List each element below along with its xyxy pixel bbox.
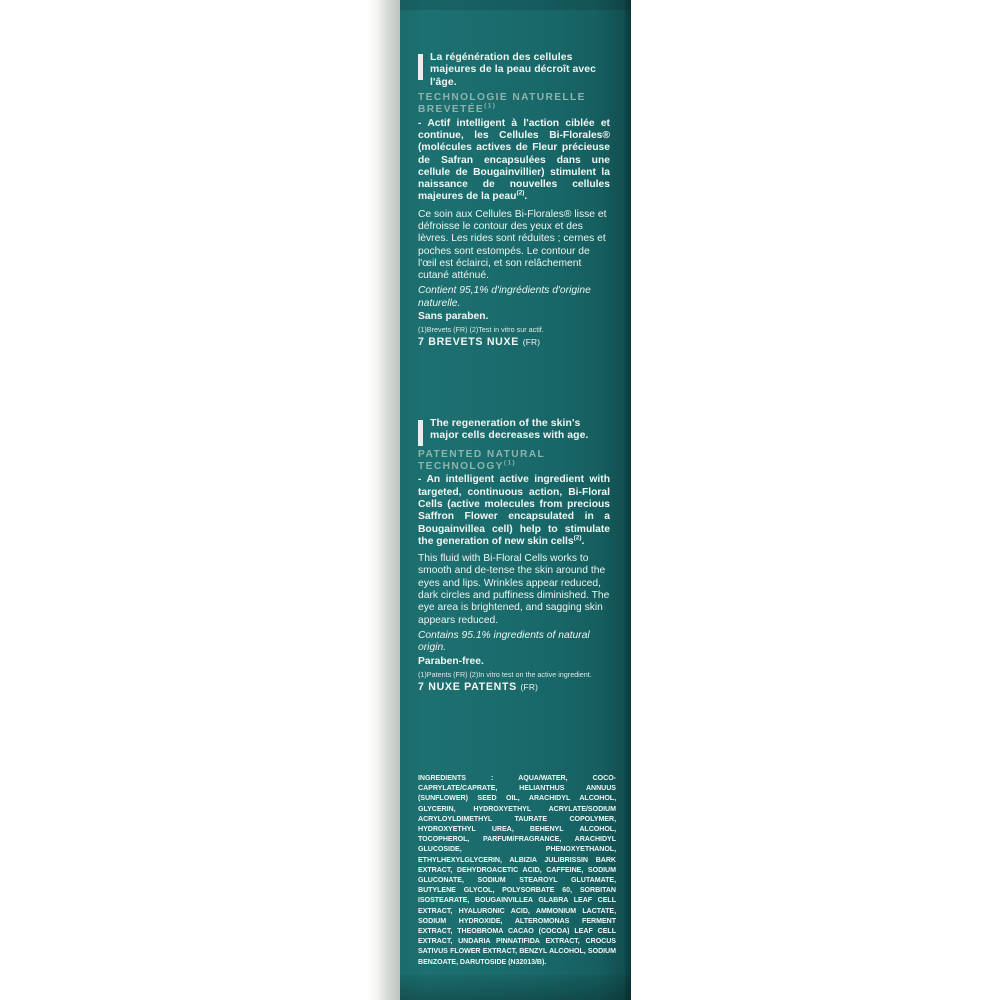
french-paragraph-1-sup: (2) <box>516 189 525 197</box>
accent-bar-icon <box>418 420 423 446</box>
french-paragraph-2: Ce soin aux Cellules Bi-Florales® lisse et défroisse le contour des yeux et des lèvres. Les rides sont réduites ; cernes et poches sont estompés. Le contour de l'œil est éclairci, et son relâchement cutané atténué. <box>418 208 607 282</box>
english-paragraph-2: This fluid with Bi-Floral Cells works to smooth and de-tense the skin around the eyes and lips. Wrinkles appear reduced, dark circles and puffiness diminished. The eye area is brightened, and sagging skin appears reduced. <box>418 553 610 626</box>
french-patents-label: 7 BREVETS NUXE <box>418 336 520 349</box>
french-lead-row <box>418 52 610 89</box>
french-lead-text: La régénération des cellules majeures de la peau décroît avec l'âge. <box>430 52 597 88</box>
english-paragraph-1: - An intelligent active ingredient with targeted, continuous action, Bi-Floral Cells (active molecules from precious Saffron Flower encapsulated in a Bougainvillea cell) help to stimulate the generation of new skin cells$^{(2)}$. <box>418 474 610 547</box>
english-heading-text: PATENTED NATURAL TECHNOLOGY <box>418 449 545 473</box>
english-patents-line <box>418 681 610 693</box>
english-lead-text: The regeneration of the skin's major cells decreases with age. <box>430 418 589 442</box>
accent-bar-icon <box>418 54 423 80</box>
english-heading-sup: (1) <box>503 459 517 467</box>
french-paragraph-1: - Actif intelligent à l'action ciblée et continue, les Cellules Bi-Florales® (molécules actives de Fleur précieuse de Safran encapsulées dans une cellule de Bougainvillier) stimulent la naissance de nouvelles cellules majeures de la peau$^{(2)}$. <box>418 117 610 203</box>
carton-front-face <box>400 0 625 1000</box>
carton-left-edge <box>378 0 400 1000</box>
english-lead-row <box>418 418 610 446</box>
english-footnote: (1)Patents (FR) (2)In vitro test on the active ingredient. <box>418 669 592 679</box>
french-italic-line: Contient 95,1% d'ingrédients d'origine naturelle. <box>418 285 591 309</box>
english-heading <box>418 449 610 473</box>
english-patents-label: 7 NUXE PATENTS <box>418 680 517 693</box>
french-patents-line <box>418 336 610 348</box>
french-heading <box>418 92 610 116</box>
french-footnote: (1)Brevets (FR) (2)Test in vitro sur actif. <box>418 325 544 335</box>
carton-printed-text <box>400 0 625 1000</box>
english-paragraph-1-text: - An intelligent active ingredient with targeted, continuous action, Bi-Floral Cells (active molecules from precious Saffron Flower encapsulated in a Bougainvillea cell) help to stimulate the generation of new skin cells <box>418 474 610 547</box>
english-italic-line: Contains 95.1% ingredients of natural origin. <box>418 629 590 654</box>
french-patents-country: (FR) <box>522 337 541 348</box>
english-paragraph-1-sup: (2) <box>573 534 582 542</box>
french-heading-sup: (1) <box>484 103 497 111</box>
english-patents-country: (FR) <box>520 681 539 692</box>
french-text-block <box>418 52 610 348</box>
ingredients-list: INGREDIENTS : AQUA/WATER, COCO-CAPRYLATE/CAPRATE, HELIANTHUS ANNUUS (SUNFLOWER) SEED OIL, ARACHIDYL ALCOHOL, GLYCERIN, HYDROXYETHYL ACRYLATE/SODIUM ACRYLOYLDIMETHYL TAURATE COPOLYMER, HYDROXYETHYL UREA, BEHENYL ALCOHOL, TOCOPHEROL, PARFUM/FRAGRANCE, ARACHIDYL GLUCOSIDE, PHENOXYETHANOL, ETHYLHEXYLGLYCERIN, ALBIZIA JULIBRISSIN BARK EXTRACT, DEHYDROACETIC ACID, CAFFEINE, SODIUM GLUCONATE, SODIUM STEAROYL GLUTAMATE, BUTYLENE GLYCOL, POLYSORBATE 60, SORBITAN ISOSTEARATE, BOUGAINVILLEA GLABRA LEAF CELL EXTRACT, HYALURONIC ACID, AMMONIUM LACTATE, SODIUM HYDROXIDE, ALTEROMONAS FERMENT EXTRACT, THEOBROMA CACAO (COCOA) LEAF CELL EXTRACT, UNDARIA PINNATIFIDA EXTRACT, CROCUS SATIVUS FLOWER EXTRACT, BENZYL ALCOHOL, SODIUM BENZOATE, DARUTOSIDE (N32013/B). <box>418 774 616 966</box>
french-paragraph-1-text: - Actif intelligent à l'action ciblée et continue, les Cellules Bi-Florales® (molécules actives de Fleur précieuse de Safran encapsulées dans une cellule de Bougainvillier) stimulent la naissance de nouvelles cellules majeures de la peau <box>418 117 610 203</box>
french-paraben-line: Sans paraben. <box>418 311 489 323</box>
english-text-block <box>418 418 610 693</box>
english-paraben-line: Paraben-free. <box>418 655 484 667</box>
french-heading-text: TECHNOLOGIE NATURELLE BREVETÉE <box>418 92 586 116</box>
